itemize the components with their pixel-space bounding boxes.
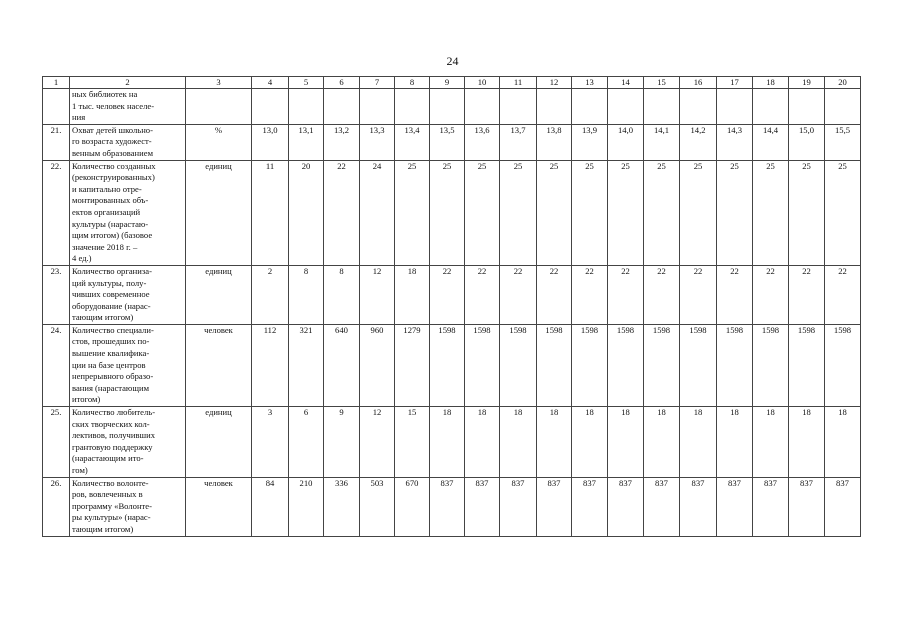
- value-cell: [753, 89, 789, 125]
- table-row: [43, 160, 861, 265]
- indicator-name-line: ных библиотек на: [72, 89, 138, 99]
- value-cell: 503: [360, 477, 395, 536]
- value-cell: 18: [680, 407, 717, 478]
- value-cell: 670: [395, 477, 430, 536]
- value-cell: 1598: [572, 324, 608, 406]
- value-cell: 84: [252, 477, 289, 536]
- indicator-name-line: ектов организаций: [72, 206, 141, 217]
- indicator-name-line: чивших современное: [72, 289, 150, 300]
- indicator-name-line: ских творческих кол-: [72, 418, 150, 429]
- value-cell: 22: [608, 265, 644, 324]
- table-row: [43, 89, 861, 125]
- value-cell: [680, 89, 717, 125]
- value-cell: 837: [500, 477, 537, 536]
- value-cell: 18: [430, 407, 465, 478]
- column-number-cell: 1: [43, 77, 70, 89]
- indicator-name-line: ров, вовлеченных в: [72, 489, 143, 500]
- column-number-cell: 7: [360, 77, 395, 89]
- value-cell: 14,2: [680, 124, 717, 160]
- value-cell: 1598: [608, 324, 644, 406]
- value-cell: [537, 89, 572, 125]
- value-cell: 1279: [395, 324, 430, 406]
- value-cell: 1598: [753, 324, 789, 406]
- value-cell: 336: [324, 477, 360, 536]
- indicator-name-line: (реконструированных): [72, 172, 155, 183]
- indicator-name-line: и капитально отре-: [72, 183, 142, 194]
- value-cell: 210: [289, 477, 324, 536]
- indicator-name-line: Количество волонте-: [72, 477, 149, 488]
- value-cell: 22: [644, 265, 680, 324]
- value-cell: 13,1: [289, 124, 324, 160]
- value-cell: 18: [644, 407, 680, 478]
- value-cell: 6: [289, 407, 324, 478]
- value-cell: 837: [537, 477, 572, 536]
- value-cell: 15,0: [789, 124, 825, 160]
- indicator-name-line: щим итогом) (базовое: [72, 230, 153, 241]
- value-cell: 837: [680, 477, 717, 536]
- value-cell: 20: [289, 160, 324, 265]
- value-cell: 1598: [680, 324, 717, 406]
- indicator-name-line: Количество созданных: [72, 160, 156, 171]
- unit-cell: единиц: [186, 160, 252, 265]
- column-number-cell: 15: [644, 77, 680, 89]
- indicator-name-line: гом): [72, 465, 88, 475]
- unit-cell: [186, 89, 252, 125]
- row-number-cell: 23.: [43, 265, 70, 324]
- column-number-cell: 13: [572, 77, 608, 89]
- value-cell: 22: [789, 265, 825, 324]
- value-cell: 9: [324, 407, 360, 478]
- column-number-cell: 9: [430, 77, 465, 89]
- column-number-cell: 14: [608, 77, 644, 89]
- value-cell: [360, 89, 395, 125]
- value-cell: 22: [825, 265, 861, 324]
- value-cell: 1598: [537, 324, 572, 406]
- indicator-name-cell: [70, 89, 186, 125]
- value-cell: 25: [789, 160, 825, 265]
- value-cell: 11: [252, 160, 289, 265]
- value-cell: 13,9: [572, 124, 608, 160]
- value-cell: 22: [430, 265, 465, 324]
- indicator-name-line: 1 тыс. человек населе-: [72, 100, 155, 111]
- indicator-name-line: Количество организа-: [72, 265, 152, 276]
- value-cell: 22: [324, 160, 360, 265]
- indicator-name-line: стов, прошедших по-: [72, 336, 150, 347]
- value-cell: 13,8: [537, 124, 572, 160]
- indicator-name-line: го возраста художест-: [72, 136, 152, 147]
- indicator-name-line: Охват детей школьно-: [72, 124, 153, 135]
- indicator-name-cell: [70, 160, 186, 265]
- column-number-cell: 16: [680, 77, 717, 89]
- value-cell: 25: [430, 160, 465, 265]
- column-number-cell: 6: [324, 77, 360, 89]
- unit-cell: человек: [186, 324, 252, 406]
- value-cell: [789, 89, 825, 125]
- table-body: [43, 77, 861, 537]
- indicator-name-cell: [70, 124, 186, 160]
- value-cell: 18: [537, 407, 572, 478]
- value-cell: 837: [430, 477, 465, 536]
- value-cell: 24: [360, 160, 395, 265]
- indicator-name-cell: [70, 407, 186, 478]
- value-cell: 837: [753, 477, 789, 536]
- value-cell: 8: [324, 265, 360, 324]
- column-number-row: [43, 77, 861, 89]
- value-cell: [572, 89, 608, 125]
- value-cell: 14,3: [717, 124, 753, 160]
- value-cell: 8: [289, 265, 324, 324]
- row-number-cell: 22.: [43, 160, 70, 265]
- value-cell: 18: [753, 407, 789, 478]
- value-cell: 12: [360, 265, 395, 324]
- value-cell: 25: [717, 160, 753, 265]
- value-cell: 14,0: [608, 124, 644, 160]
- value-cell: 1598: [789, 324, 825, 406]
- value-cell: 25: [753, 160, 789, 265]
- indicator-name-line: грантовую поддержку: [72, 441, 153, 452]
- value-cell: 112: [252, 324, 289, 406]
- row-number-cell: 24.: [43, 324, 70, 406]
- value-cell: 25: [395, 160, 430, 265]
- row-number-cell: 25.: [43, 407, 70, 478]
- value-cell: 13,0: [252, 124, 289, 160]
- value-cell: 22: [500, 265, 537, 324]
- row-number-cell: 26.: [43, 477, 70, 536]
- value-cell: 25: [825, 160, 861, 265]
- indicator-name-line: Количество любитель-: [72, 407, 156, 418]
- table-row: [43, 265, 861, 324]
- value-cell: 18: [395, 265, 430, 324]
- value-cell: 22: [572, 265, 608, 324]
- table-row: [43, 407, 861, 478]
- indicator-name-line: тающим итогом): [72, 312, 134, 323]
- value-cell: 18: [825, 407, 861, 478]
- unit-cell: человек: [186, 477, 252, 536]
- indicator-name-cell: [70, 477, 186, 536]
- column-number-cell: 19: [789, 77, 825, 89]
- value-cell: 837: [717, 477, 753, 536]
- value-cell: 22: [680, 265, 717, 324]
- indicator-name-cell: [70, 324, 186, 406]
- value-cell: 13,5: [430, 124, 465, 160]
- value-cell: 25: [537, 160, 572, 265]
- value-cell: 22: [717, 265, 753, 324]
- value-cell: 321: [289, 324, 324, 406]
- column-number-cell: 3: [186, 77, 252, 89]
- value-cell: 13,2: [324, 124, 360, 160]
- indicator-name-line: значение 2018 г. –: [72, 241, 138, 252]
- value-cell: 640: [324, 324, 360, 406]
- unit-cell: единиц: [186, 265, 252, 324]
- value-cell: 13,4: [395, 124, 430, 160]
- value-cell: 18: [572, 407, 608, 478]
- value-cell: 960: [360, 324, 395, 406]
- unit-cell: единиц: [186, 407, 252, 478]
- indicator-name-line: программу «Волонте-: [72, 500, 152, 511]
- table-row: [43, 477, 861, 536]
- indicator-name-line: венным образованием: [72, 147, 154, 158]
- indicator-name-line: ций культуры, полу-: [72, 277, 147, 288]
- indicator-name-line: ции на базе центров: [72, 359, 146, 370]
- indicator-name-line: вышение квалифика-: [72, 348, 150, 359]
- value-cell: [289, 89, 324, 125]
- value-cell: 1598: [644, 324, 680, 406]
- value-cell: 1598: [465, 324, 500, 406]
- value-cell: [395, 89, 430, 125]
- indicator-name-line: тающим итогом): [72, 523, 134, 534]
- table-row: [43, 324, 861, 406]
- value-cell: [252, 89, 289, 125]
- unit-cell: %: [186, 124, 252, 160]
- value-cell: 22: [753, 265, 789, 324]
- value-cell: 2: [252, 265, 289, 324]
- value-cell: 25: [608, 160, 644, 265]
- value-cell: 25: [644, 160, 680, 265]
- value-cell: 1598: [825, 324, 861, 406]
- row-number-cell: [43, 89, 70, 125]
- column-number-cell: 17: [717, 77, 753, 89]
- value-cell: 3: [252, 407, 289, 478]
- indicator-name-line: итогом): [72, 394, 101, 405]
- value-cell: 18: [608, 407, 644, 478]
- value-cell: 25: [572, 160, 608, 265]
- value-cell: 1598: [500, 324, 537, 406]
- indicator-name-line: непрерывного образо-: [72, 371, 154, 382]
- indicator-name-line: оборудование (нарас-: [72, 300, 151, 311]
- value-cell: 22: [537, 265, 572, 324]
- value-cell: 12: [360, 407, 395, 478]
- column-number-cell: 8: [395, 77, 430, 89]
- value-cell: [465, 89, 500, 125]
- value-cell: 18: [717, 407, 753, 478]
- value-cell: 13,7: [500, 124, 537, 160]
- column-number-cell: 5: [289, 77, 324, 89]
- row-number-cell: 21.: [43, 124, 70, 160]
- value-cell: [324, 89, 360, 125]
- column-number-cell: 2: [70, 77, 186, 89]
- indicator-name-line: вания (нарастающим: [72, 382, 150, 393]
- column-number-cell: 4: [252, 77, 289, 89]
- value-cell: 837: [572, 477, 608, 536]
- value-cell: 18: [789, 407, 825, 478]
- value-cell: 18: [465, 407, 500, 478]
- indicator-name-line: культуры (нарастаю-: [72, 218, 149, 229]
- value-cell: 13,6: [465, 124, 500, 160]
- table-row: [43, 124, 861, 160]
- value-cell: 837: [465, 477, 500, 536]
- value-cell: 22: [465, 265, 500, 324]
- value-cell: 25: [500, 160, 537, 265]
- indicators-table: [42, 76, 861, 537]
- indicator-name-line: лективов, получивших: [72, 430, 156, 441]
- column-number-cell: 20: [825, 77, 861, 89]
- value-cell: 837: [825, 477, 861, 536]
- column-number-cell: 10: [465, 77, 500, 89]
- value-cell: 25: [465, 160, 500, 265]
- value-cell: 13,3: [360, 124, 395, 160]
- column-number-cell: 11: [500, 77, 537, 89]
- indicator-name-line: монтированных объ-: [72, 195, 149, 206]
- value-cell: [500, 89, 537, 125]
- indicator-name-line: 4 ед.): [72, 253, 92, 264]
- value-cell: 837: [608, 477, 644, 536]
- value-cell: 15: [395, 407, 430, 478]
- value-cell: 837: [789, 477, 825, 536]
- value-cell: 18: [500, 407, 537, 478]
- indicator-name-line: Количество специали-: [72, 324, 154, 335]
- value-cell: 14,4: [753, 124, 789, 160]
- value-cell: 837: [644, 477, 680, 536]
- indicator-name-cell: [70, 265, 186, 324]
- value-cell: [644, 89, 680, 125]
- page-number: 24: [446, 54, 459, 68]
- column-number-cell: 12: [537, 77, 572, 89]
- indicator-name-line: ры культуры» (нарас-: [72, 512, 151, 523]
- column-number-cell: 18: [753, 77, 789, 89]
- value-cell: 15,5: [825, 124, 861, 160]
- value-cell: 1598: [717, 324, 753, 406]
- value-cell: [717, 89, 753, 125]
- value-cell: 14,1: [644, 124, 680, 160]
- indicator-name-line: (нарастающим ито-: [72, 453, 144, 464]
- value-cell: 1598: [430, 324, 465, 406]
- value-cell: [430, 89, 465, 125]
- value-cell: 25: [680, 160, 717, 265]
- value-cell: [825, 89, 861, 125]
- indicator-name-line: ния: [72, 112, 86, 123]
- value-cell: [608, 89, 644, 125]
